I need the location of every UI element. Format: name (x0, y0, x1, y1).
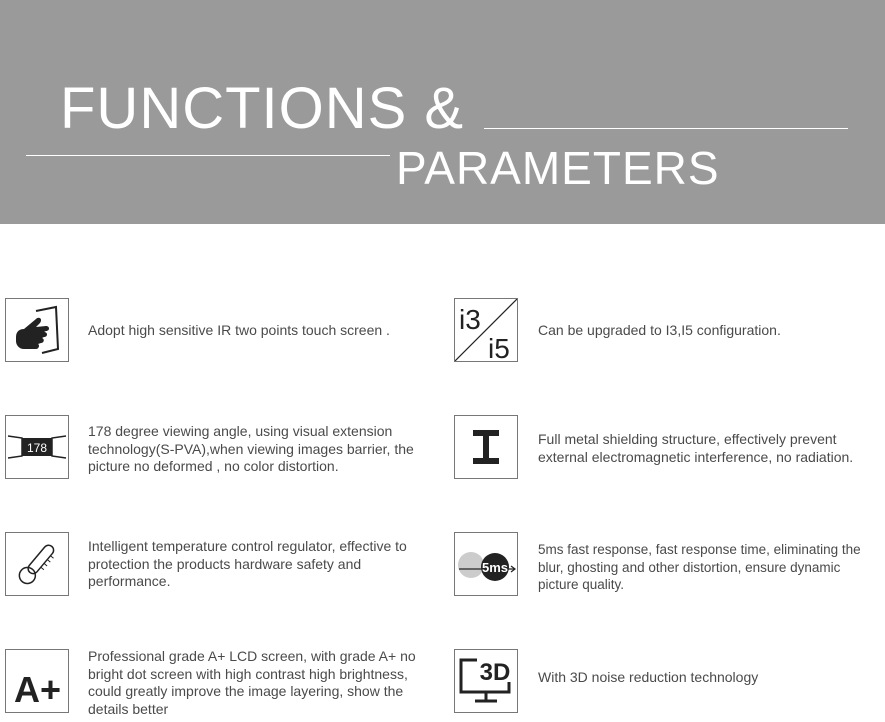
thermometer-icon (5, 532, 69, 596)
a-plus-label: A+ (14, 669, 62, 710)
i5-label: i5 (488, 333, 510, 361)
feature-temperature-text: Intelligent temperature control regulator, effective to protection the products hardware safety and performance. (88, 538, 407, 589)
feature-response-text: 5ms fast response, fast response time, eliminating the blur, ghosting and other distortion, ensure dynamic picture quality. (538, 542, 861, 592)
touch-hand-icon (5, 298, 69, 362)
header-banner (0, 0, 885, 224)
feature-viewing-angle-text: 178 degree viewing angle, using visual extension technology(S-PVA),when viewing images barrier, the picture no deformed , no color distortion. (88, 423, 414, 474)
i3-label: i3 (459, 304, 481, 335)
feature-upgrade-text: Can be upgraded to I3,I5 configuration. (538, 322, 781, 338)
response-time-icon (454, 532, 518, 596)
viewing-angle-icon (5, 415, 69, 479)
title-divider-left (26, 155, 390, 156)
title-divider-right (484, 128, 848, 129)
title-functions: FUNCTIONS & (60, 76, 465, 141)
response-time-label: 5ms (481, 560, 509, 575)
feature-touch-text: Adopt high sensitive IR two points touch screen . (88, 322, 390, 338)
feature-shield-text: Full metal shielding structure, effectively prevent external electromagnetic interference, no radiation. (538, 431, 854, 465)
feature-lcd-text: Professional grade A+ LCD screen, with grade A+ no bright dot screen with high contrast high brightness, could greatly improve the image layering, show the details better (88, 648, 416, 717)
feature-3d-text: With 3D noise reduction technology (538, 669, 759, 685)
viewing-angle-label: 178 (26, 441, 48, 455)
i3-i5-icon (454, 298, 518, 362)
3d-monitor-icon (454, 649, 518, 713)
3d-label: 3D (479, 659, 511, 686)
metal-shield-icon (454, 415, 518, 479)
a-plus-icon (5, 649, 69, 713)
title-parameters: PARAMETERS (396, 142, 720, 194)
